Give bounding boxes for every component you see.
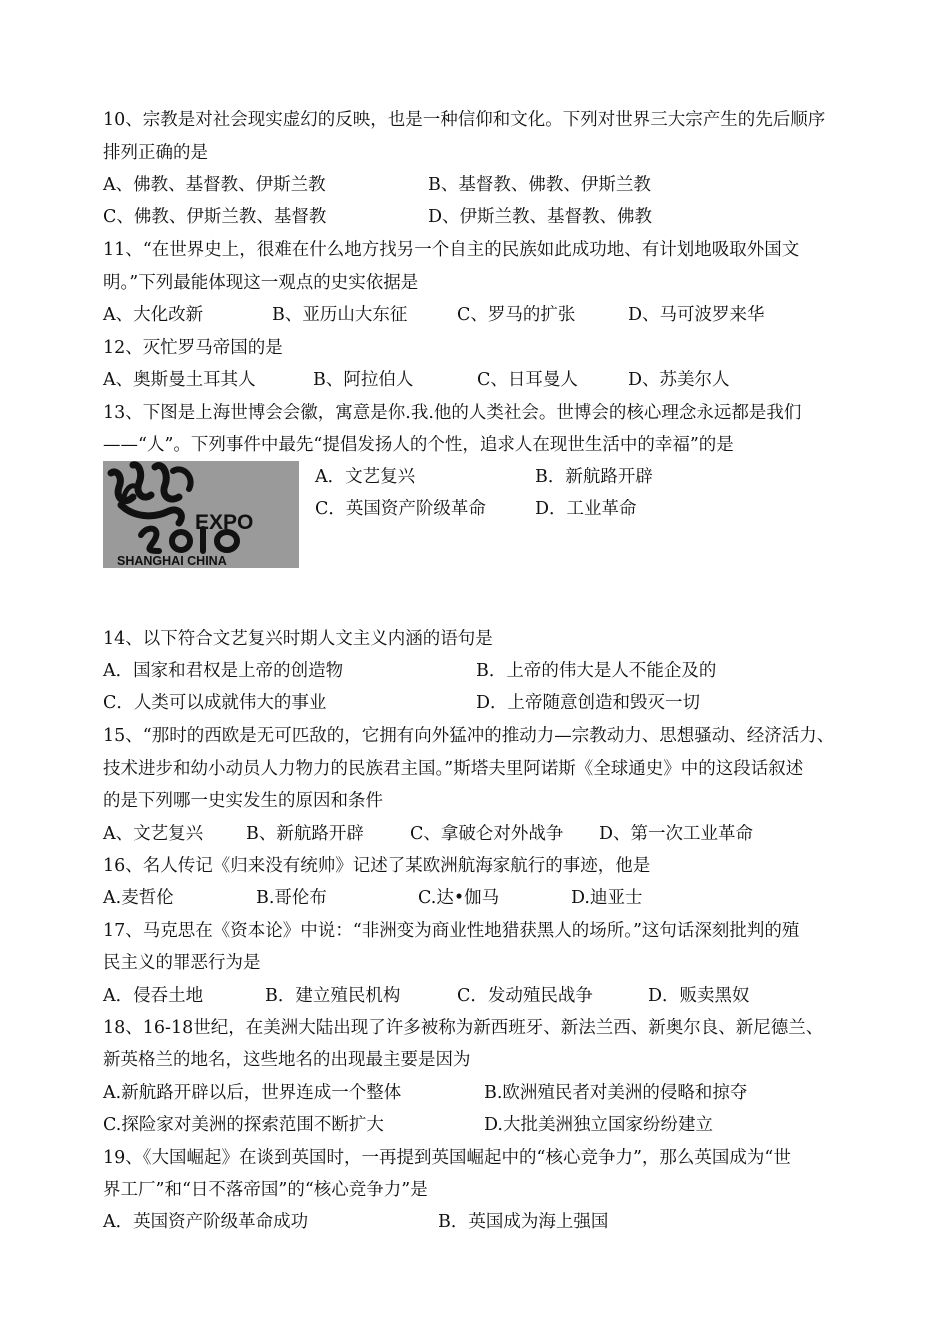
q10-option-d: D、伊斯兰教、基督教、佛教	[428, 207, 653, 227]
q11-option-a: A、大化改新	[103, 305, 204, 325]
expo-2010-emblem	[103, 461, 299, 568]
q13-option-c: C．英国资产阶级革命	[315, 499, 486, 519]
q19-stem-line2: 界工厂”和“日不落帝国”的“核心竞争力”是	[103, 1180, 428, 1200]
q18-option-a: A.新航路开辟以后，世界连成一个整体	[103, 1083, 402, 1103]
q11-stem-line1: 11、“在世界史上，很难在什么地方找另一个自主的民族如此成功地、有计划地吸取外国文	[103, 240, 800, 260]
q15-option-d: D、第一次工业革命	[599, 824, 754, 844]
q10-option-a: A、佛教、基督教、伊斯兰教	[103, 175, 326, 195]
q13-option-a: A．文艺复兴	[315, 467, 416, 487]
q17-option-d: D．贩卖黑奴	[648, 986, 750, 1006]
q10-option-c: C、佛教、伊斯兰教、基督教	[103, 207, 327, 227]
q12-option-a: A、奥斯曼土耳其人	[103, 370, 256, 390]
q15-stem-line1: 15、“那时的西欧是无可匹敌的，它拥有向外猛冲的推动力—宗教动力、思想骚动、经济活力、	[103, 726, 835, 746]
q15-stem-line2: 技术进步和幼小动员人力物力的民族君主国。”斯塔夫里阿诺斯《全球通史》中的这段话叙述	[103, 759, 804, 779]
q12-stem-line1: 12、灭忙罗马帝国的是	[103, 338, 283, 358]
q19-option-a: A．英国资产阶级革命成功	[103, 1212, 309, 1232]
q16-option-a: A.麦哲伦	[103, 888, 174, 908]
q16-option-b: B.哥伦布	[256, 888, 327, 908]
q15-stem-line3: 的是下列哪一史实发生的原因和条件	[103, 791, 383, 811]
q17-option-a: A．侵吞土地	[103, 986, 204, 1006]
q14-option-d: D．上帝随意创造和毁灭一切	[476, 693, 701, 713]
q17-stem-line2: 民主义的罪恶行为是	[103, 953, 261, 973]
q11-option-b: B、亚历山大东征	[272, 305, 408, 325]
logo-expo-text: EXPO	[195, 511, 254, 534]
q17-stem-line1: 17、马克思在《资本论》中说：“非洲变为商业性地猎获黑人的场所。”这句话深刻批判的殖	[103, 921, 800, 941]
q15-option-c: C、拿破仑对外战争	[410, 824, 564, 844]
q12-option-c: C、日耳曼人	[477, 370, 578, 390]
q14-stem-line1: 14、以下符合文艺复兴时期人文主义内涵的语句是	[103, 629, 493, 649]
q11-option-c: C、罗马的扩张	[457, 305, 576, 325]
q19-stem-line1: 19、《大国崛起》在谈到英国时，一再提到英国崛起中的“核心竞争力”，那么英国成为“世	[103, 1148, 791, 1168]
q18-option-b: B.欧洲殖民者对美洲的侵略和掠夺	[484, 1083, 748, 1103]
q13-stem-line2: ——“人”。下列事件中最先“提倡发扬人的个性，追求人在现世生活中的幸福”的是	[103, 435, 734, 455]
q15-option-b: B、新航路开辟	[246, 824, 364, 844]
q10-stem-line1: 10、宗教是对社会现实虚幻的反映，也是一种信仰和文化。下列对世界三大宗产生的先后顺序	[103, 110, 826, 130]
q13-option-b: B．新航路开辟	[535, 467, 653, 487]
q14-option-a: A．国家和君权是上帝的创造物	[103, 661, 344, 681]
q18-option-c: C.探险家对美洲的探索范围不断扩大	[103, 1115, 384, 1135]
q18-stem-line1: 18、16-18世纪，在美洲大陆出现了许多被称为新西班牙、新法兰西、新奥尔良、新尼德兰、	[103, 1018, 824, 1038]
logo-city-text: SHANGHAI CHINA	[117, 554, 227, 568]
q15-option-a: A、文艺复兴	[103, 824, 204, 844]
q10-stem-line2: 排列正确的是	[103, 143, 208, 163]
q17-option-b: B．建立殖民机构	[265, 986, 401, 1006]
q12-option-b: B、阿拉伯人	[313, 370, 414, 390]
q17-option-c: C．发动殖民战争	[457, 986, 593, 1006]
q12-option-d: D、苏美尔人	[628, 370, 730, 390]
q18-stem-line2: 新英格兰的地名，这些地名的出现最主要是因为	[103, 1050, 471, 1070]
q16-stem-line1: 16、名人传记《归来没有统帅》记述了某欧洲航海家航行的事迹，他是	[103, 856, 651, 876]
q11-option-d: D、马可波罗来华	[628, 305, 765, 325]
q14-option-c: C．人类可以成就伟大的事业	[103, 693, 327, 713]
q13-stem-line1: 13、下图是上海世博会会徽，寓意是你.我.他的人类社会。世博会的核心理念永远都是我们	[103, 403, 802, 423]
q10-option-b: B、基督教、佛教、伊斯兰教	[428, 175, 651, 195]
q11-stem-line2: 明。”下列最能体现这一观点的史实依据是	[103, 273, 419, 293]
q16-option-c: C.达•伽马	[418, 888, 500, 908]
q19-option-b: B．英国成为海上强国	[438, 1212, 609, 1232]
q16-option-d: D.迪亚士	[571, 888, 643, 908]
q14-option-b: B．上帝的伟大是人不能企及的	[476, 661, 717, 681]
q13-option-d: D．工业革命	[535, 499, 637, 519]
q18-option-d: D.大批美洲独立国家纷纷建立	[484, 1115, 713, 1135]
